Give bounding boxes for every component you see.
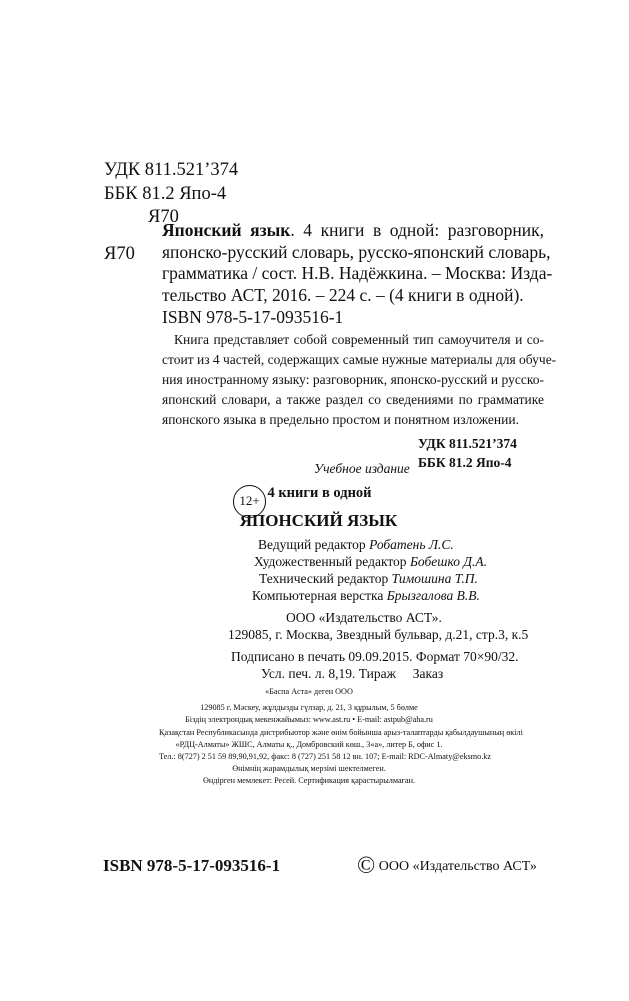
bbk-repeat: ББК 81.2 Япо-4 xyxy=(418,455,512,470)
credit-name: Бобешко Д.А. xyxy=(409,554,487,569)
credit-lead-editor xyxy=(258,537,454,553)
annotation-line: японский словари, а также раздел со сведениями по грамматике xyxy=(162,392,544,407)
copyright xyxy=(357,855,537,878)
kz-line: Біздің электрондық мекенжайымыз: www.ast.ru • E-mail: astpub@aha.ru xyxy=(185,714,433,724)
age-rating-label: 12+ xyxy=(239,493,260,508)
author-mark: Я70 xyxy=(148,207,179,227)
kz-line: Өнімнің жарамдылық мерзімі шектелмеген. xyxy=(232,763,386,773)
kz-line: Қазақстан Республикасында дистрибьютор және өнім бойынша арыз-талаптарды қабылдаушының өкілі xyxy=(159,728,523,738)
footer-isbn: ISBN 978-5-17-093516-1 xyxy=(103,856,281,875)
kz-imprint xyxy=(159,686,523,786)
bbk-code: ББК 81.2 Япо-4 xyxy=(104,184,227,204)
record-title: Японский язык xyxy=(162,220,291,240)
isbn-main: ISBN 978-5-17-093516-1 xyxy=(162,307,344,327)
record-line-3: грамматика / сост. Н.В. Надёжкина. – Москва: Изда- xyxy=(162,263,553,283)
kz-line: «РДЦ-Алматы» ЖШС, Алматы қ., Домбровский көш., 3«а», литер Б, офис 1. xyxy=(175,740,443,750)
annotation-line: японского языка в предельно простом и понятном изложении. xyxy=(162,412,519,427)
bibliographic-record xyxy=(162,220,553,306)
annotation xyxy=(162,330,557,430)
record-line-2: японско-русский словарь, русско-японский словарь, xyxy=(162,241,551,262)
series-title: 4 книги в одной xyxy=(267,485,372,501)
kz-line: 129085 г. Мәскеу, жұлдызды гүлзар, д. 21, 3 құрылым, 5 бөлме xyxy=(200,702,418,712)
record-line-4: тельство АСТ, 2016. – 224 с. – (4 книги в одной). xyxy=(162,284,524,305)
record-line-1 xyxy=(162,220,544,242)
kz-line: Өндірген мемлекет: Ресей. Сертификация қарастырылмаған. xyxy=(202,775,416,785)
book-title: ЯПОНСКИЙ ЯЗЫК xyxy=(239,511,398,530)
print-sheets: Усл. печ. л. 8,19. Тираж Заказ xyxy=(261,666,444,681)
edition-type: Учебное издание xyxy=(314,461,410,476)
credit-role: Ведущий редактор xyxy=(258,537,366,552)
udk-code: УДК 811.521’374 xyxy=(104,160,239,180)
credit-role: Художественный редактор xyxy=(254,554,407,569)
credit-role: Компьютерная верстка xyxy=(252,588,384,603)
annotation-line: Книга представляет собой современный тип самоучителя и со- xyxy=(174,332,544,347)
kz-line: «Баспа Аста» деген ООО xyxy=(265,687,353,696)
credit-name: Брызгалова В.В. xyxy=(386,588,480,603)
annotation-line: ния иностранному языку: разговорник, японско-русский и русско- xyxy=(162,372,544,387)
credit-name: Робатень Л.С. xyxy=(369,537,454,552)
publisher-name: ООО «Издательство АСТ». xyxy=(286,610,442,625)
credit-role: Технический редактор xyxy=(259,571,389,586)
credit-art-editor xyxy=(254,554,487,570)
credit-tech-editor xyxy=(259,571,478,587)
annotation-line: стоит из 4 частей, содержащих самые нужные материалы для обуче- xyxy=(162,352,557,367)
copyright-icon: © xyxy=(357,853,376,879)
print-signed: Подписано в печать 09.09.2015. Формат 70×90/32. xyxy=(231,649,519,664)
record-line-1-rest: . 4 книги в одной: разговорник, xyxy=(290,220,544,240)
author-mark-side: Я70 xyxy=(104,244,135,264)
publisher-address: 129085, г. Москва, Звездный бульвар, д.21, стр.3, к.5 xyxy=(228,627,529,642)
credit-layout xyxy=(252,588,480,604)
copyright-holder: ООО «Издательство АСТ» xyxy=(378,859,537,874)
udk-repeat: УДК 811.521’374 xyxy=(418,436,517,451)
credit-name: Тимошина Т.П. xyxy=(391,571,478,586)
kz-line: Тел.: 8(727) 2 51 59 89,90,91,92, факс: 8 (727) 251 58 12 вн. 107; E-mail: RDC-Almaty@eksmo.kz xyxy=(159,751,491,761)
